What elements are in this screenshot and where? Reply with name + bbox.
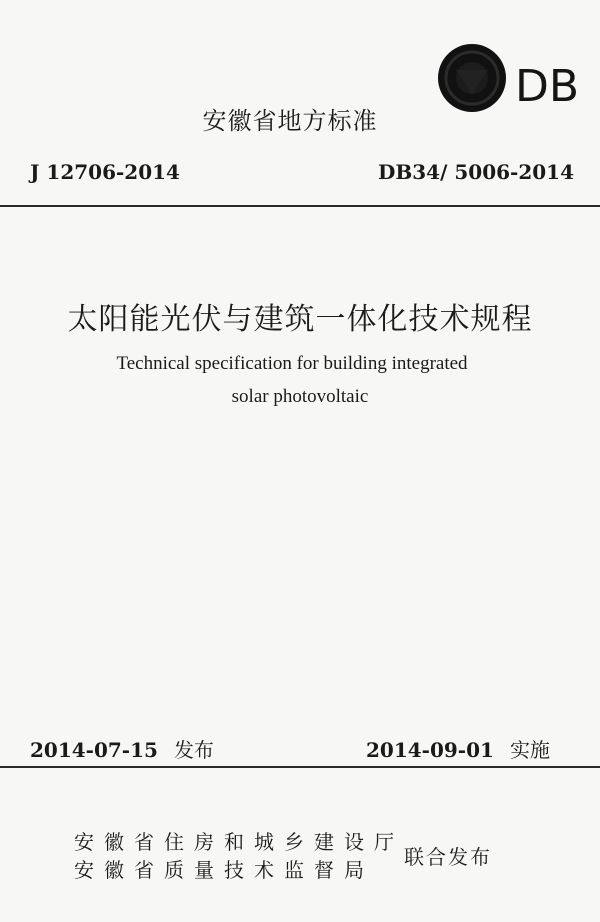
issue-date-group	[30, 736, 214, 764]
effective-label: 实施	[509, 738, 550, 762]
standard-series: 安徽省地方标准	[202, 107, 378, 135]
title-english-line1: Technical specification for building integrated	[116, 353, 468, 374]
title-chinese: 太阳能光伏与建筑一体化技术规程	[67, 302, 533, 337]
effective-date-group	[366, 736, 550, 764]
issue-date: 2014-07-15	[30, 738, 158, 762]
issue-label: 发布	[173, 738, 214, 762]
db-logo-text: DB	[515, 61, 580, 112]
effective-date: 2014-09-01	[366, 738, 494, 762]
joint-issue-label: 联合发布	[404, 845, 492, 869]
publisher-quality-bureau: 安徽省质量技术监督局	[74, 858, 374, 882]
publisher-housing-department: 安徽省住房和城乡建设厅	[74, 830, 404, 854]
record-number: J 12706-2014	[30, 160, 180, 184]
bottom-divider	[0, 766, 600, 768]
title-english-line2: solar photovoltaic	[231, 386, 369, 407]
standard-number: DB34/ 5006-2014	[378, 160, 574, 184]
top-divider	[0, 205, 600, 207]
